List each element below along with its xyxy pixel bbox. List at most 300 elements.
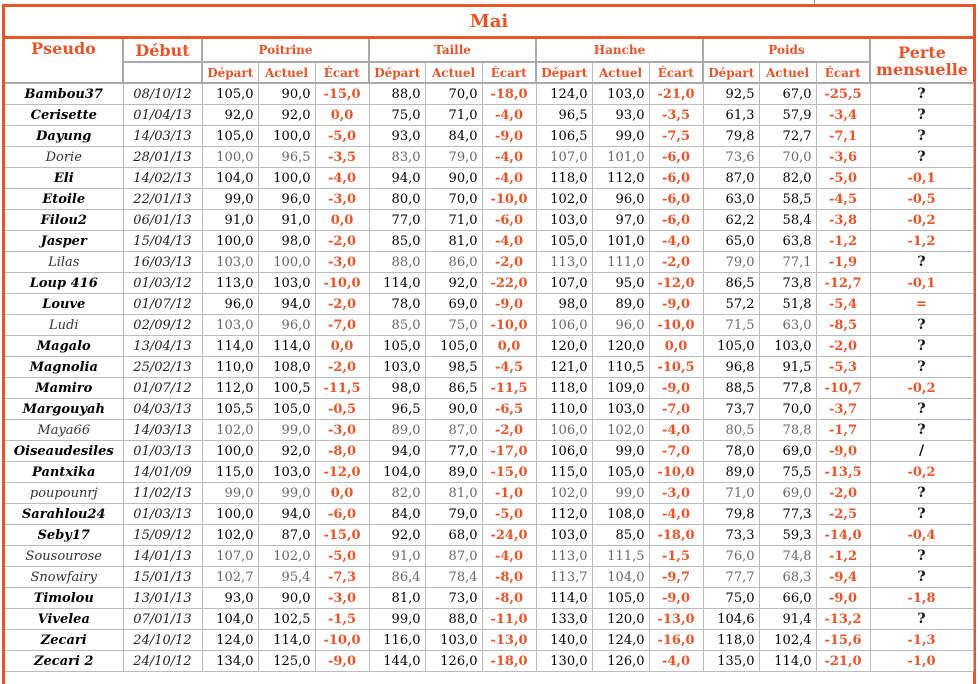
ecart-cell: -24,0 — [482, 525, 536, 546]
actuel-cell: 103,0 — [592, 83, 649, 105]
perte-mensuelle-cell: ? — [870, 126, 973, 147]
pseudo-cell: Margouyah — [5, 399, 123, 420]
actuel-cell: 109,0 — [592, 378, 649, 399]
actuel-cell: 91,0 — [258, 210, 315, 231]
ecart-cell: -9,4 — [816, 567, 870, 588]
table-row — [5, 168, 973, 189]
debut-cell: 04/03/13 — [123, 399, 202, 420]
header-perte-line2: mensuelle — [876, 59, 968, 79]
perte-mensuelle-cell: ? — [870, 609, 973, 630]
ecart-cell: -12,7 — [816, 273, 870, 294]
ecart-cell: -21,0 — [816, 651, 870, 672]
depart-cell: 102,0 — [536, 189, 592, 210]
ecart-cell: -4,0 — [482, 105, 536, 126]
actuel-cell: 110,5 — [592, 357, 649, 378]
debut-cell: 16/03/13 — [123, 252, 202, 273]
depart-cell: 100,0 — [202, 231, 258, 252]
ecart-cell: -13,0 — [649, 609, 703, 630]
pseudo-cell: Magnolia — [5, 357, 123, 378]
actuel-cell: 70,0 — [425, 189, 482, 210]
actuel-cell: 72,7 — [759, 126, 816, 147]
depart-cell: 107,0 — [202, 546, 258, 567]
actuel-cell: 75,5 — [759, 462, 816, 483]
depart-cell: 99,0 — [202, 189, 258, 210]
subheader-actuel: Actuel — [759, 62, 816, 83]
pseudo-cell: Pantxika — [5, 462, 123, 483]
actuel-cell: 82,0 — [759, 168, 816, 189]
actuel-cell: 120,0 — [592, 609, 649, 630]
depart-cell: 116,0 — [369, 630, 425, 651]
table-row — [5, 105, 973, 126]
actuel-cell: 78,8 — [759, 420, 816, 441]
perte-mensuelle-cell: -0,1 — [870, 168, 973, 189]
debut-cell: 01/07/12 — [123, 378, 202, 399]
ecart-cell: -6,0 — [482, 210, 536, 231]
ecart-cell: -5,0 — [482, 504, 536, 525]
debut-cell: 13/04/13 — [123, 336, 202, 357]
depart-cell: 105,0 — [202, 126, 258, 147]
ecart-cell: -3,0 — [315, 252, 369, 273]
depart-cell: 86,5 — [703, 273, 759, 294]
ecart-cell: -1,0 — [482, 483, 536, 504]
ecart-cell: 0,0 — [315, 105, 369, 126]
actuel-cell: 92,0 — [425, 273, 482, 294]
pseudo-cell: Bambou37 — [5, 83, 123, 105]
depart-cell: 113,7 — [536, 567, 592, 588]
perte-mensuelle-cell: ? — [870, 336, 973, 357]
table-row — [5, 273, 973, 294]
depart-cell: 61,3 — [703, 105, 759, 126]
depart-cell: 103,0 — [202, 252, 258, 273]
actuel-cell: 74,8 — [759, 546, 816, 567]
actuel-cell: 105,0 — [592, 588, 649, 609]
depart-cell: 98,0 — [536, 294, 592, 315]
depart-cell: 107,0 — [536, 147, 592, 168]
pseudo-cell: Oiseaudesiles — [5, 441, 123, 462]
depart-cell: 112,0 — [536, 504, 592, 525]
actuel-cell: 89,0 — [425, 462, 482, 483]
actuel-cell: 99,0 — [592, 483, 649, 504]
ecart-cell: -1,2 — [816, 231, 870, 252]
depart-cell: 103,0 — [202, 315, 258, 336]
ecart-cell: -1,2 — [816, 546, 870, 567]
perte-mensuelle-cell: ? — [870, 399, 973, 420]
depart-cell: 62,2 — [703, 210, 759, 231]
actuel-cell: 78,4 — [425, 567, 482, 588]
ecart-cell: -15,6 — [816, 630, 870, 651]
ecart-cell: -5,4 — [816, 294, 870, 315]
actuel-cell: 84,0 — [425, 126, 482, 147]
depart-cell: 104,6 — [703, 609, 759, 630]
actuel-cell: 70,0 — [425, 83, 482, 105]
actuel-cell: 90,0 — [425, 168, 482, 189]
pseudo-cell: Seby17 — [5, 525, 123, 546]
depart-cell: 79,8 — [703, 504, 759, 525]
pseudo-cell: Zecari 2 — [5, 651, 123, 672]
perte-mensuelle-cell: ? — [870, 147, 973, 168]
ecart-cell: -5,0 — [816, 168, 870, 189]
actuel-cell: 51,8 — [759, 294, 816, 315]
actuel-cell: 86,0 — [425, 252, 482, 273]
depart-cell: 71,0 — [703, 483, 759, 504]
ecart-cell: -15,0 — [482, 462, 536, 483]
depart-cell: 76,0 — [703, 546, 759, 567]
table-row — [5, 399, 973, 420]
pseudo-cell: Ludi — [5, 315, 123, 336]
depart-cell: 105,5 — [202, 399, 258, 420]
ecart-cell: -2,0 — [315, 294, 369, 315]
depart-cell: 102,0 — [202, 420, 258, 441]
ecart-cell: -4,0 — [482, 231, 536, 252]
ecart-cell: -3,8 — [816, 210, 870, 231]
depart-cell: 106,0 — [536, 420, 592, 441]
ecart-cell: -18,0 — [649, 525, 703, 546]
pseudo-cell: Vivelea — [5, 609, 123, 630]
pseudo-cell: Maya66 — [5, 420, 123, 441]
depart-cell: 85,0 — [369, 231, 425, 252]
depart-cell: 134,0 — [202, 651, 258, 672]
depart-cell: 73,6 — [703, 147, 759, 168]
depart-cell: 133,0 — [536, 609, 592, 630]
header-poitrine: Poitrine — [202, 38, 369, 63]
pseudo-cell: Sarahlou24 — [5, 504, 123, 525]
table-row — [5, 504, 973, 525]
ecart-cell: -1,5 — [649, 546, 703, 567]
ecart-cell: 0,0 — [482, 336, 536, 357]
header-perte-mensuelle — [870, 38, 973, 84]
perte-mensuelle-cell: ? — [870, 420, 973, 441]
debut-cell: 06/01/13 — [123, 210, 202, 231]
ecart-cell: -8,5 — [816, 315, 870, 336]
depart-cell: 106,5 — [536, 126, 592, 147]
ecart-cell: -3,6 — [816, 147, 870, 168]
pseudo-cell: Dayung — [5, 126, 123, 147]
table-row — [5, 441, 973, 462]
depart-cell: 115,0 — [202, 462, 258, 483]
ecart-cell: -18,0 — [482, 83, 536, 105]
perte-mensuelle-cell: ? — [870, 483, 973, 504]
debut-cell: 01/03/13 — [123, 441, 202, 462]
table-row — [5, 336, 973, 357]
ecart-cell: -10,0 — [649, 315, 703, 336]
actuel-cell: 126,0 — [592, 651, 649, 672]
actuel-cell: 97,0 — [592, 210, 649, 231]
actuel-cell: 67,0 — [759, 83, 816, 105]
depart-cell: 102,7 — [202, 567, 258, 588]
debut-cell: 15/09/12 — [123, 525, 202, 546]
perte-mensuelle-cell: ? — [870, 105, 973, 126]
ecart-cell: -7,0 — [315, 315, 369, 336]
depart-cell: 99,0 — [202, 483, 258, 504]
debut-cell: 22/01/13 — [123, 189, 202, 210]
depart-cell: 112,0 — [202, 378, 258, 399]
depart-cell: 118,0 — [703, 630, 759, 651]
ecart-cell: -9,0 — [649, 378, 703, 399]
ecart-cell: -10,0 — [315, 630, 369, 651]
depart-cell: 96,0 — [202, 294, 258, 315]
actuel-cell: 89,0 — [592, 294, 649, 315]
actuel-cell: 63,8 — [759, 231, 816, 252]
actuel-cell: 103,0 — [258, 273, 315, 294]
ecart-cell: -3,0 — [649, 483, 703, 504]
ecart-cell: -6,0 — [315, 504, 369, 525]
actuel-cell: 69,0 — [759, 483, 816, 504]
perte-mensuelle-cell: ? — [870, 252, 973, 273]
actuel-cell: 77,8 — [759, 378, 816, 399]
ecart-cell: -8,0 — [482, 567, 536, 588]
actuel-cell: 108,0 — [592, 504, 649, 525]
actuel-cell: 111,5 — [592, 546, 649, 567]
subheader-ecart: Écart — [816, 62, 870, 83]
ecart-cell: -11,5 — [482, 378, 536, 399]
actuel-cell: 102,5 — [258, 609, 315, 630]
actuel-cell: 91,4 — [759, 609, 816, 630]
subheader-depart: Départ — [703, 62, 759, 83]
actuel-cell: 95,4 — [258, 567, 315, 588]
table-row — [5, 210, 973, 231]
depart-cell: 91,0 — [202, 210, 258, 231]
depart-cell: 73,3 — [703, 525, 759, 546]
table-row — [5, 588, 973, 609]
depart-cell: 100,0 — [202, 504, 258, 525]
ecart-cell: -7,0 — [649, 441, 703, 462]
ecart-cell: -15,0 — [315, 525, 369, 546]
ecart-cell: -3,0 — [315, 189, 369, 210]
table-frame — [2, 4, 976, 684]
actuel-cell: 58,5 — [759, 189, 816, 210]
actuel-cell: 99,0 — [258, 420, 315, 441]
ecart-cell: -11,0 — [482, 609, 536, 630]
ecart-cell: -2,0 — [816, 336, 870, 357]
depart-cell: 94,0 — [369, 168, 425, 189]
depart-cell: 113,0 — [202, 273, 258, 294]
actuel-cell: 105,0 — [258, 399, 315, 420]
depart-cell: 79,8 — [703, 126, 759, 147]
actuel-cell: 73,0 — [425, 588, 482, 609]
pseudo-cell: Mamiro — [5, 378, 123, 399]
ecart-cell: -9,0 — [649, 588, 703, 609]
depart-cell: 113,0 — [536, 546, 592, 567]
pseudo-cell: Filou2 — [5, 210, 123, 231]
actuel-cell: 90,0 — [425, 399, 482, 420]
actuel-cell: 91,5 — [759, 357, 816, 378]
ecart-cell: -9,0 — [816, 441, 870, 462]
subheader-depart: Départ — [202, 62, 258, 83]
depart-cell: 82,0 — [369, 483, 425, 504]
ecart-cell: 0,0 — [315, 483, 369, 504]
ecart-cell: -17,0 — [482, 441, 536, 462]
perte-mensuelle-cell: / — [870, 441, 973, 462]
actuel-cell: 85,0 — [592, 525, 649, 546]
ecart-cell: -2,0 — [816, 483, 870, 504]
depart-cell: 113,0 — [536, 252, 592, 273]
actuel-cell: 96,0 — [592, 189, 649, 210]
ecart-cell: -1,5 — [315, 609, 369, 630]
depart-cell: 87,0 — [703, 168, 759, 189]
depart-cell: 92,0 — [202, 105, 258, 126]
perte-mensuelle-cell: -0,2 — [870, 210, 973, 231]
depart-cell: 114,0 — [536, 588, 592, 609]
pseudo-cell: Snowfairy — [5, 567, 123, 588]
ecart-cell: -6,0 — [649, 210, 703, 231]
ecart-cell: -4,0 — [315, 168, 369, 189]
ecart-cell: 0,0 — [315, 336, 369, 357]
actuel-cell: 103,0 — [258, 462, 315, 483]
pseudo-cell: Dorie — [5, 147, 123, 168]
actuel-cell: 77,3 — [759, 504, 816, 525]
depart-cell: 103,0 — [536, 525, 592, 546]
depart-cell: 73,7 — [703, 399, 759, 420]
table-row — [5, 83, 973, 105]
ecart-cell: -1,9 — [816, 252, 870, 273]
ecart-cell: -2,0 — [315, 231, 369, 252]
actuel-cell: 77,1 — [759, 252, 816, 273]
actuel-cell: 98,0 — [258, 231, 315, 252]
table-row — [5, 189, 973, 210]
ecart-cell: -9,0 — [649, 294, 703, 315]
perte-mensuelle-cell: -0,2 — [870, 462, 973, 483]
actuel-cell: 66,0 — [759, 588, 816, 609]
depart-cell: 118,0 — [536, 378, 592, 399]
perte-mensuelle-cell: -0,4 — [870, 525, 973, 546]
actuel-cell: 68,3 — [759, 567, 816, 588]
table-row — [5, 378, 973, 399]
actuel-cell: 57,9 — [759, 105, 816, 126]
debut-cell: 13/01/13 — [123, 588, 202, 609]
actuel-cell: 114,0 — [759, 651, 816, 672]
header-perte-line1: Perte — [898, 42, 946, 62]
depart-cell: 92,0 — [369, 525, 425, 546]
subheader-actuel: Actuel — [258, 62, 315, 83]
header-debut-blank — [123, 62, 202, 83]
table-row — [5, 252, 973, 273]
pseudo-cell: Timolou — [5, 588, 123, 609]
actuel-cell: 100,0 — [258, 252, 315, 273]
pseudo-cell: Sousourose — [5, 546, 123, 567]
depart-cell: 104,0 — [369, 462, 425, 483]
header-pseudo: Pseudo — [5, 38, 123, 84]
ecart-cell: -16,0 — [649, 630, 703, 651]
actuel-cell: 102,0 — [592, 420, 649, 441]
table-row — [5, 525, 973, 546]
depart-cell: 105,0 — [369, 336, 425, 357]
ecart-cell: -10,0 — [482, 189, 536, 210]
debut-cell: 14/02/13 — [123, 168, 202, 189]
ecart-cell: -7,0 — [649, 399, 703, 420]
depart-cell: 114,0 — [202, 336, 258, 357]
actuel-cell: 75,0 — [425, 315, 482, 336]
debut-cell: 01/04/13 — [123, 105, 202, 126]
actuel-cell: 114,0 — [258, 630, 315, 651]
header-poids: Poids — [703, 38, 870, 63]
depart-cell: 84,0 — [369, 504, 425, 525]
subheader-ecart: Écart — [482, 62, 536, 83]
actuel-cell: 102,4 — [759, 630, 816, 651]
actuel-cell: 90,0 — [258, 588, 315, 609]
table-row — [5, 294, 973, 315]
depart-cell: 85,0 — [369, 315, 425, 336]
depart-cell: 63,0 — [703, 189, 759, 210]
ecart-cell: -25,5 — [816, 83, 870, 105]
ecart-cell: -8,0 — [482, 588, 536, 609]
actuel-cell: 103,0 — [759, 336, 816, 357]
depart-cell: 93,0 — [369, 126, 425, 147]
depart-cell: 78,0 — [369, 294, 425, 315]
perte-mensuelle-cell: -1,2 — [870, 231, 973, 252]
actuel-cell: 79,0 — [425, 504, 482, 525]
perte-mensuelle-cell: -0,5 — [870, 189, 973, 210]
depart-cell: 121,0 — [536, 357, 592, 378]
table-row — [5, 651, 973, 672]
actuel-cell: 87,0 — [258, 525, 315, 546]
pseudo-cell: Eli — [5, 168, 123, 189]
depart-cell: 100,0 — [202, 147, 258, 168]
ecart-cell: -10,0 — [482, 315, 536, 336]
depart-cell: 114,0 — [369, 273, 425, 294]
actuel-cell: 100,5 — [258, 378, 315, 399]
actuel-cell: 104,0 — [592, 567, 649, 588]
actuel-cell: 94,0 — [258, 504, 315, 525]
ecart-cell: -5,0 — [315, 546, 369, 567]
depart-cell: 120,0 — [536, 336, 592, 357]
actuel-cell: 114,0 — [258, 336, 315, 357]
actuel-cell: 108,0 — [258, 357, 315, 378]
ecart-cell: -4,0 — [482, 147, 536, 168]
ecart-cell: -2,5 — [816, 504, 870, 525]
subheader-ecart: Écart — [649, 62, 703, 83]
ecart-cell: -3,7 — [816, 399, 870, 420]
header-debut: Début — [123, 38, 202, 63]
ecart-cell: -10,5 — [649, 357, 703, 378]
ecart-cell: -12,0 — [315, 462, 369, 483]
depart-cell: 130,0 — [536, 651, 592, 672]
actuel-cell: 103,0 — [592, 399, 649, 420]
actuel-cell: 69,0 — [425, 294, 482, 315]
depart-cell: 80,0 — [369, 189, 425, 210]
actuel-cell: 102,0 — [258, 546, 315, 567]
actuel-cell: 87,0 — [425, 546, 482, 567]
ecart-cell: -4,0 — [649, 504, 703, 525]
depart-cell: 96,5 — [536, 105, 592, 126]
depart-cell: 98,0 — [369, 378, 425, 399]
actuel-cell: 70,0 — [759, 399, 816, 420]
actuel-cell: 96,0 — [258, 315, 315, 336]
ecart-cell: -2,0 — [315, 357, 369, 378]
actuel-cell: 71,0 — [425, 210, 482, 231]
pseudo-cell: Etoile — [5, 189, 123, 210]
depart-cell: 88,5 — [703, 378, 759, 399]
depart-cell: 110,0 — [202, 357, 258, 378]
pseudo-cell: Jasper — [5, 231, 123, 252]
actuel-cell: 94,0 — [258, 294, 315, 315]
depart-cell: 71,5 — [703, 315, 759, 336]
ecart-cell: -9,0 — [315, 651, 369, 672]
depart-cell: 86,4 — [369, 567, 425, 588]
depart-cell: 104,0 — [202, 168, 258, 189]
ecart-cell: -2,0 — [649, 252, 703, 273]
perte-mensuelle-cell: -1,3 — [870, 630, 973, 651]
actuel-cell: 70,0 — [759, 147, 816, 168]
debut-cell: 15/04/13 — [123, 231, 202, 252]
perte-mensuelle-cell: -1,8 — [870, 588, 973, 609]
ecart-cell: -11,5 — [315, 378, 369, 399]
debut-cell: 28/01/13 — [123, 147, 202, 168]
table-row — [5, 147, 973, 168]
depart-cell: 106,0 — [536, 315, 592, 336]
actuel-cell: 92,0 — [258, 105, 315, 126]
debut-cell: 01/03/12 — [123, 273, 202, 294]
ecart-cell: -7,1 — [816, 126, 870, 147]
